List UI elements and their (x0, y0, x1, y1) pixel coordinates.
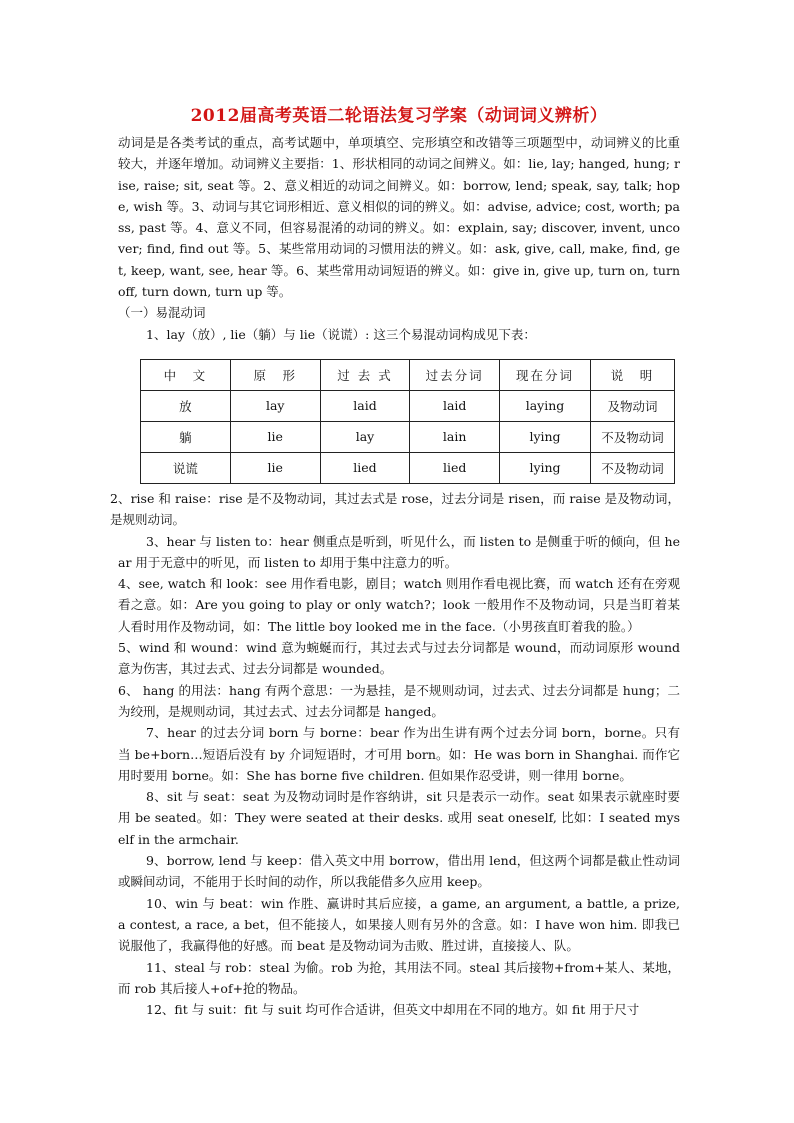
table-cell: lied (320, 452, 410, 483)
table-cell: 及物动词 (591, 390, 675, 421)
table-cell: laid (320, 390, 410, 421)
table-cell: 说谎 (141, 452, 231, 483)
item-12: 12、fit 与 suit：fit 与 suit 均可作合适讲，但英文中却用在不同的地方。如 fit 用于尺寸 (146, 1002, 640, 1018)
table-header-cell: 过去分词 (410, 359, 500, 390)
table-cell: lie (230, 421, 320, 452)
table-cell: laying (500, 390, 591, 421)
document-title: 2012届高考英语二轮语法复习学案（动词词义辨析） (190, 106, 608, 126)
intro-paragraph: 动词是是各类考试的重点，高考试题中，单项填空、完形填空和改错等三项题型中，动词辨义的比重较大，并逐年增加。动词辨义主要指：1、形状相同的动词之间辨义。如：lie, lay; hanged, hung; rise, raise; sit, seat 等。2、意义相近的动词之间辨义。如：borrow, lend; speak, say, talk; hope, wish 等。3、动词与其它词形相近、意义相似的词的辨义。如：advise, advice; cost, worth; pass, past 等。4、意义不同，但容易混淆的动词的辨义。如：explain, say; discover, invent, uncover; find, find out 等。5、某些常用动词的习惯用法的辨义。如：ask, give, call, make, find, get, keep, want, see, hear 等。6、某些常用动词短语的辨义。如：give in, give up, turn on, turn off, turn down, turn up 等。 (118, 135, 680, 300)
table-cell: lying (500, 452, 591, 483)
table-header-cell: 中 文 (141, 359, 231, 390)
table-header-cell: 说 明 (591, 359, 675, 390)
table-header-cell: 原 形 (230, 359, 320, 390)
table-row (141, 421, 675, 452)
table-cell: laid (410, 390, 500, 421)
item-7: 7、hear 的过去分词 born 与 borne：bear 作为出生讲有两个过去分词 born，borne。只有当 be+born…短语后没有 by 介词短语时，才可用 born。如：He was born in Shanghai. 而作它用时要用 borne。如：She has borne five children. 但如果作忍受讲，则一律用 borne。 (118, 725, 680, 783)
item-5: 5、wind 和 wound：wind 意为蜿蜒而行，其过去式与过去分词都是 wound，而动词原形 wound 意为伤害，其过去式、过去分词都是 wounded。 (118, 640, 680, 677)
table-cell: 不及物动词 (591, 452, 675, 483)
section-heading: （一）易混动词 (118, 305, 206, 321)
table-row (141, 390, 675, 421)
item-2: 2、rise 和 raise：rise 是不及物动词，其过去式是 rose，过去分词是 risen，而 raise 是及物动词，是规则动词。 (110, 490, 680, 528)
table-cell: 不及物动词 (591, 421, 675, 452)
table-cell: lay (230, 390, 320, 421)
table-cell: 躺 (141, 421, 231, 452)
table-cell: lay (320, 421, 410, 452)
table-header-cell: 过 去 式 (320, 359, 410, 390)
item-6: 6、 hang 的用法：hang 有两个意思：一为悬挂，是不规则动词，过去式、过去分词都是 hung；二为绞刑，是规则动词，其过去式、过去分词都是 hanged。 (118, 682, 680, 719)
table-cell: lie (230, 452, 320, 483)
item-3: 3、hear 与 listen to：hear 侧重点是听到，听见什么，而 listen to 是侧重于听的倾向，但 hear 用于无意中的听见，而 listen to 却用于集中注意力的听。 (118, 533, 680, 570)
item-1: 1、lay（放）, lie（躺）与 lie（说谎）: 这三个易混动词构成见下表： (146, 326, 536, 342)
item-10: 10、win 与 beat：win 作胜、赢讲时其后应接，a game, an argument, a battle, a prize, a contest, a race, a bet，但不能接人，如果接人则有另外的含意。如：I have won him. 即我已说服他了，我赢得他的好感。而 beat 是及物动词为击败、胜过讲，直接接人、队。 (118, 895, 680, 954)
item-11: 11、steal 与 rob：steal 为偷。rob 为抢，其用法不同。steal 其后接物+from+某人、某地，而 rob 其后接人+of+抢的物品。 (118, 959, 680, 996)
table-header-row (141, 359, 675, 390)
table-row (141, 452, 675, 483)
table-cell: lied (410, 452, 500, 483)
table-cell: lain (410, 421, 500, 452)
item-4: 4、see, watch 和 look：see 用作看电影，剧目；watch 则用作看电视比赛，而 watch 还有在旁观看之意。如：Are you going to play or only watch?；look 一般用作不及物动词，只是当盯着某人看时用作及物动词，如：The little boy looked me in the face.（小男孩直盯着我的脸。） (118, 576, 680, 634)
document-page (110, 103, 680, 1020)
table-cell: 放 (141, 390, 231, 421)
verb-forms-table (140, 359, 675, 484)
table-header-cell: 现在分词 (500, 359, 591, 390)
item-8: 8、sit 与 seat：seat 为及物动词时是作容纳讲，sit 只是表示一动作。seat 如果表示就座时要用 be seated。如：They were seated at their desks. 或用 seat oneself, 比如：I seated myself in the armchair. (118, 789, 680, 847)
table-cell: lying (500, 421, 591, 452)
item-9: 9、borrow, lend 与 keep：借入英文中用 borrow，借出用 lend，但这两个词都是截止性动词或瞬间动词，不能用于长时间的动作，所以我能借多久应用 keep。 (118, 853, 680, 890)
